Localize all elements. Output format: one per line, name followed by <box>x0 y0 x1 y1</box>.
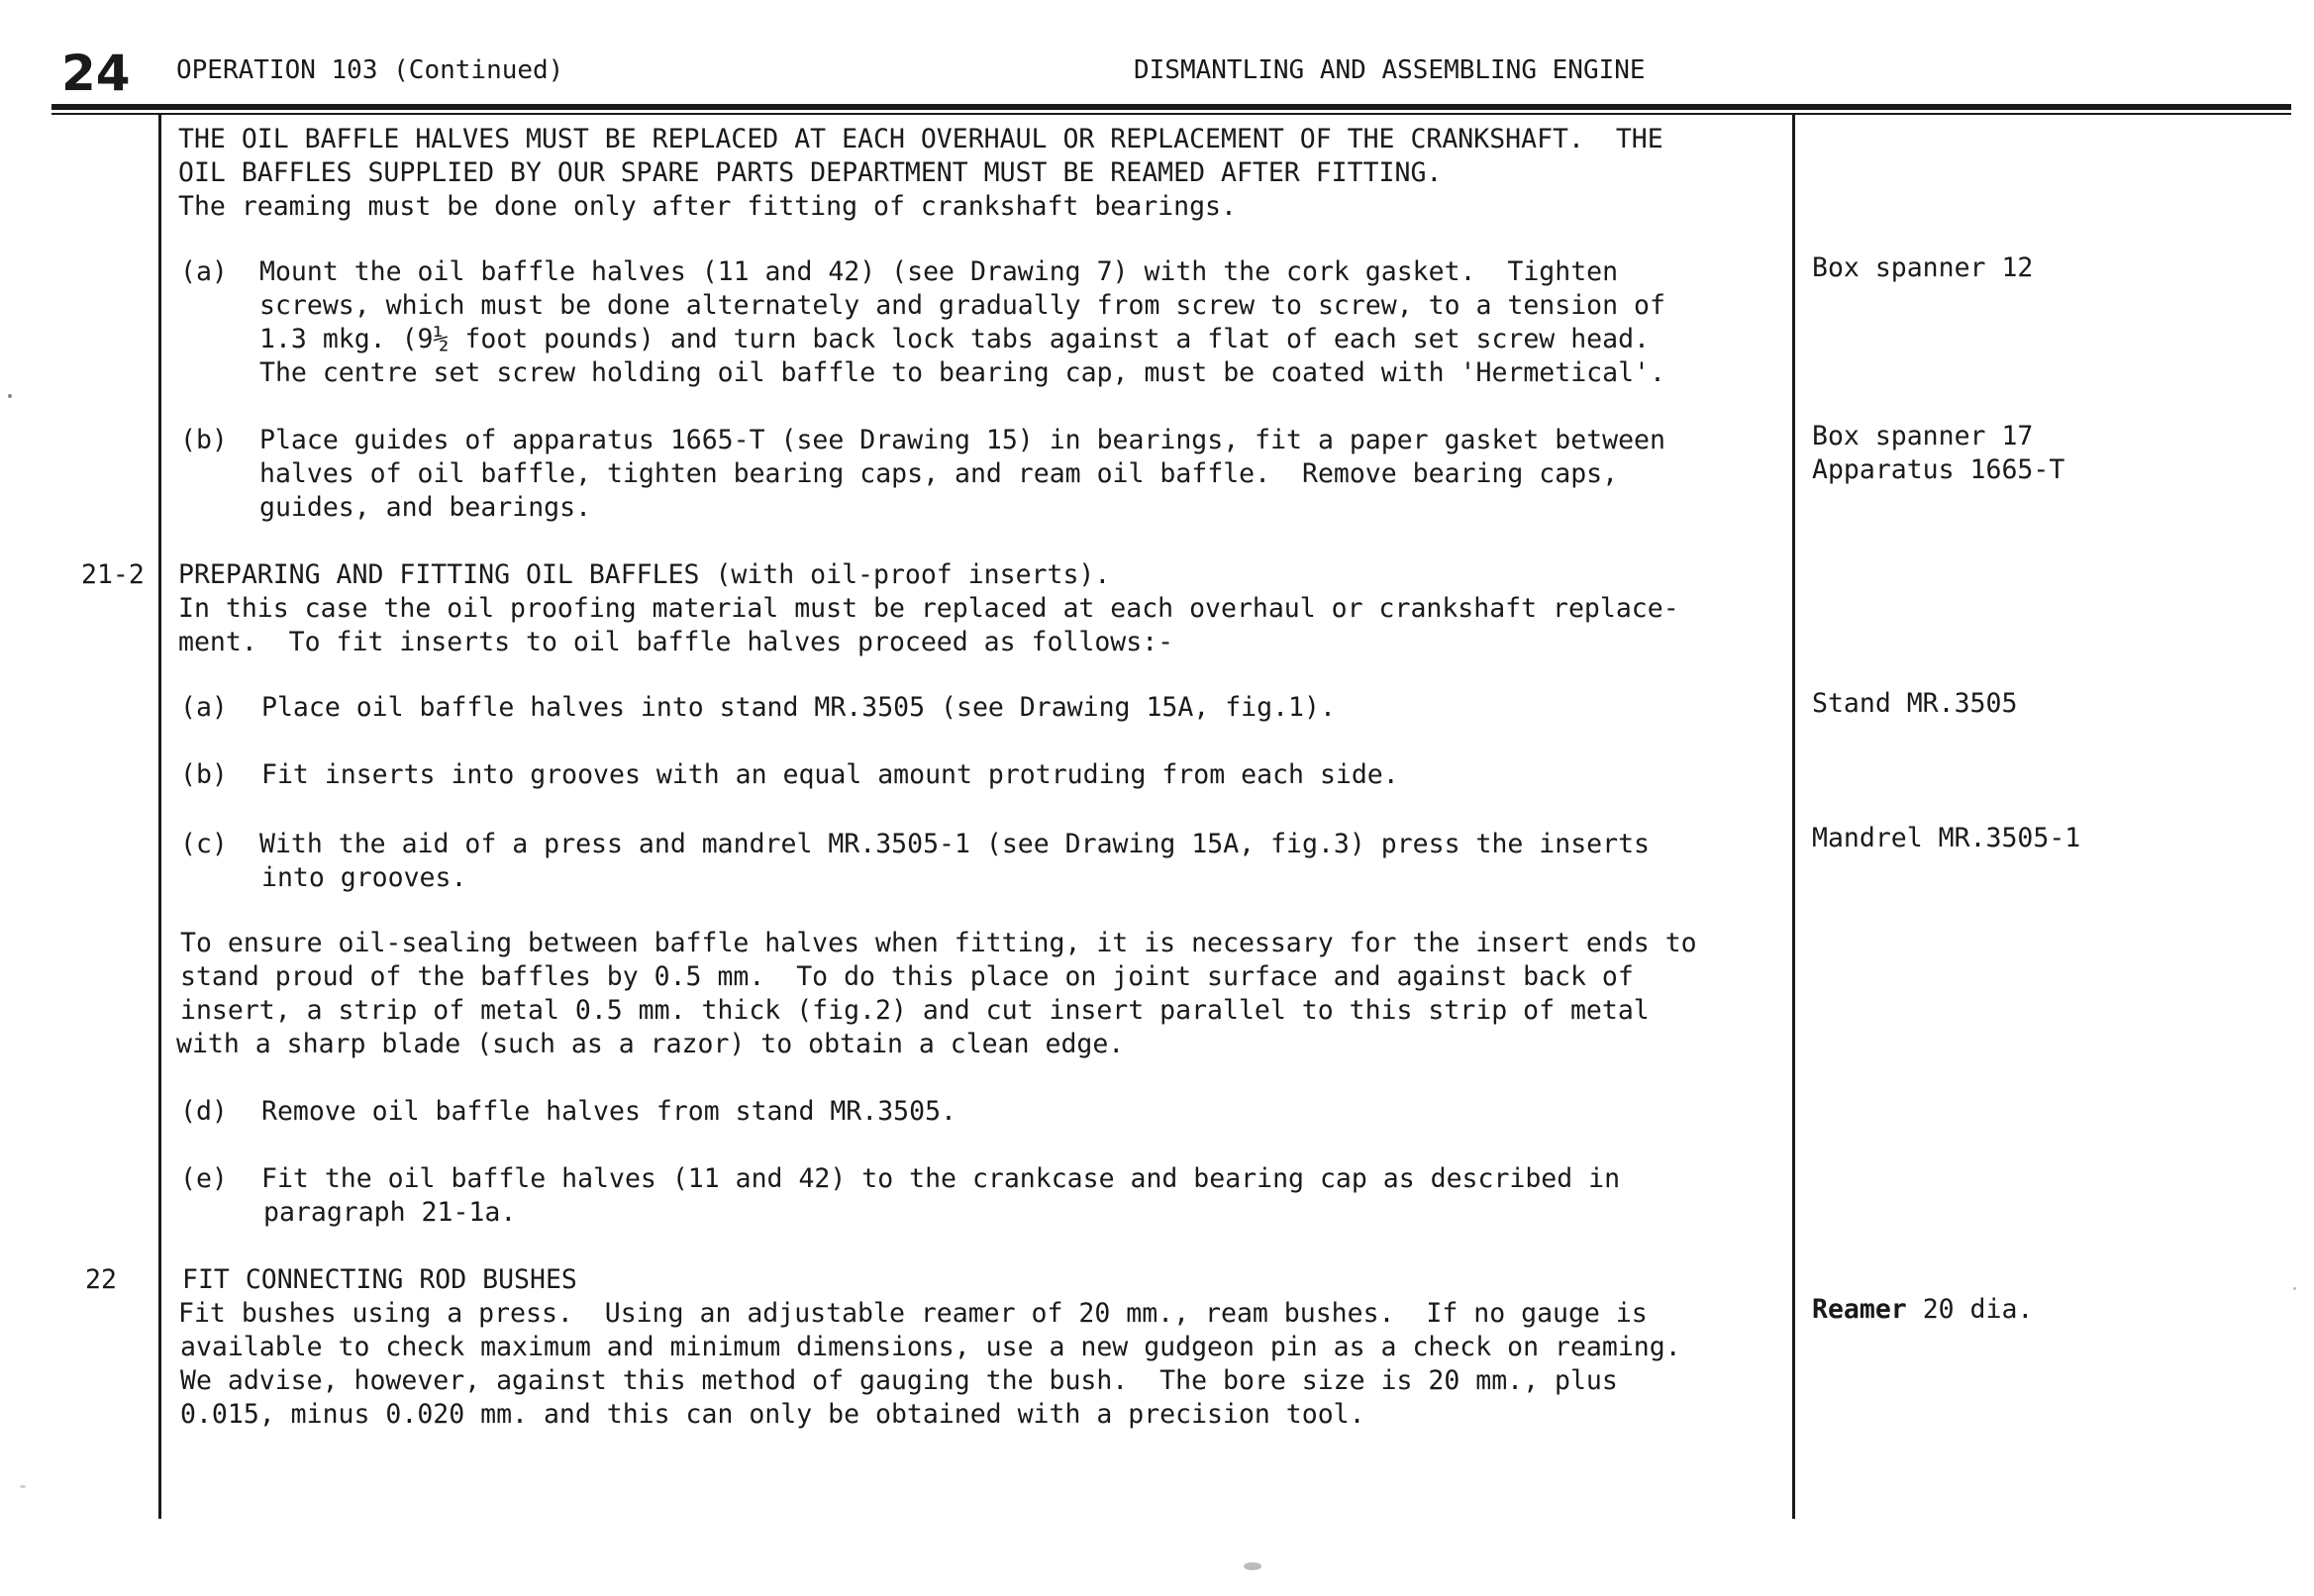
step-marker: (a) <box>180 692 228 723</box>
section-22-line-3: We advise, however, against this method of gauging the bush. The bore size is 20 mm., plus <box>180 1365 1618 1396</box>
page-number: 24 <box>61 45 131 102</box>
step-marker: (c) <box>180 829 228 859</box>
section-22-line-2: available to check maximum and minimum dimensions, use a new gudgeon pin as a check on reaming. <box>180 1332 1681 1362</box>
step-b-line-3: guides, and bearings. <box>259 492 592 523</box>
paragraph-ref-22: 22 <box>85 1264 117 1295</box>
operation-heading: OPERATION 103 (Continued) <box>176 55 564 85</box>
header-rule <box>51 104 2291 110</box>
tool-mandrel-mr3505-1: Mandrel MR.3505-1 <box>1812 823 2081 853</box>
tool-box-spanner-12: Box spanner 12 <box>1812 252 2034 283</box>
step-21-2-b-line: Fit inserts into grooves with an equal amount protruding from each side. <box>261 759 1399 790</box>
tool-stand-mr3505: Stand MR.3505 <box>1812 688 2018 719</box>
tool-reamer <box>1812 1293 2033 1327</box>
step-a-line-2: screws, which must be done alternately and gradually from screw to screw, to a tension of <box>259 290 1665 321</box>
step-21-2-a-line: Place oil baffle halves into stand MR.3505 (see Drawing 15A, fig.1). <box>261 692 1336 723</box>
step-21-2-c-line-1: With the aid of a press and mandrel MR.3505-1 (see Drawing 15A, fig.3) press the inserts <box>259 829 1650 859</box>
step-a-line-1: Mount the oil baffle halves (11 and 42) (see Drawing 7) with the cork gasket. Tighten <box>259 256 1619 287</box>
step-b-line-2: halves of oil baffle, tighten bearing caps, and ream oil baffle. Remove bearing caps, <box>259 458 1619 489</box>
note-line-2: stand proud of the baffles by 0.5 mm. To do this place on joint surface and against back of <box>180 961 1634 992</box>
scan-smudge <box>1244 1562 1261 1570</box>
section-title-21-2: PREPARING AND FITTING OIL BAFFLES (with oil-proof inserts). <box>178 559 1111 590</box>
header-rule-thin <box>51 113 2291 115</box>
right-column-divider <box>1792 115 1795 1519</box>
section-22-line-4: 0.015, minus 0.020 mm. and this can only be obtained with a precision tool. <box>180 1399 1365 1430</box>
note-line-1: To ensure oil-sealing between baffle halves when fitting, it is necessary for the insert ends to <box>180 928 1697 958</box>
intro-line-1: THE OIL BAFFLE HALVES MUST BE REPLACED AT EACH OVERHAUL OR REPLACEMENT OF THE CRANKSHAFT. THE <box>178 124 1663 154</box>
section-21-2-line-1: In this case the oil proofing material must be replaced at each overhaul or crankshaft replace- <box>178 593 1679 624</box>
note-line-3: insert, a strip of metal 0.5 mm. thick (fig.2) and cut insert parallel to this strip of metal <box>180 995 1650 1026</box>
step-marker: (e) <box>180 1163 228 1194</box>
tool-box-spanner-17: Box spanner 17 <box>1812 421 2034 451</box>
scan-speck <box>8 394 12 398</box>
left-column-divider <box>158 115 161 1519</box>
section-heading: DISMANTLING AND ASSEMBLING ENGINE <box>1134 55 1646 85</box>
step-marker: (d) <box>180 1096 228 1127</box>
intro-line-2: OIL BAFFLES SUPPLIED BY OUR SPARE PARTS DEPARTMENT MUST BE REAMED AFTER FITTING. <box>178 157 1443 188</box>
section-title-22: FIT CONNECTING ROD BUSHES <box>182 1264 577 1295</box>
tool-reamer-bold: Reamer <box>1812 1294 1907 1325</box>
step-21-2-c-line-2: into grooves. <box>261 862 467 893</box>
note-line-4: with a sharp blade (such as a razor) to obtain a clean edge. <box>176 1029 1125 1059</box>
step-21-2-e-line-2: paragraph 21-1a. <box>263 1197 517 1228</box>
step-marker: (b) <box>180 759 228 790</box>
section-21-2-line-2: ment. To fit inserts to oil baffle halves proceed as follows:- <box>178 627 1174 657</box>
step-marker: (b) <box>180 425 228 455</box>
scan-speck <box>20 1485 26 1488</box>
step-a-line-4: The centre set screw holding oil baffle to bearing cap, must be coated with 'Hermetical'. <box>259 357 1665 388</box>
intro-line-3: The reaming must be done only after fitting of crankshaft bearings. <box>178 191 1237 222</box>
paragraph-ref-21-2: 21-2 <box>81 559 145 590</box>
tool-reamer-size: 20 dia. <box>1906 1294 2034 1325</box>
tool-apparatus-1665t: Apparatus 1665-T <box>1812 454 2065 485</box>
step-21-2-e-line-1: Fit the oil baffle halves (11 and 42) to the crankcase and bearing cap as described in <box>261 1163 1621 1194</box>
scan-speck <box>2293 1287 2296 1290</box>
step-a-line-3: 1.3 mkg. (9½ foot pounds) and turn back lock tabs against a flat of each set screw head. <box>259 324 1650 354</box>
step-marker: (a) <box>180 256 228 287</box>
section-22-line-1: Fit bushes using a press. Using an adjustable reamer of 20 mm., ream bushes. If no gauge is <box>178 1298 1648 1329</box>
step-b-line-1: Place guides of apparatus 1665-T (see Drawing 15) in bearings, fit a paper gasket between <box>259 425 1665 455</box>
step-21-2-d-line: Remove oil baffle halves from stand MR.3505. <box>261 1096 956 1127</box>
